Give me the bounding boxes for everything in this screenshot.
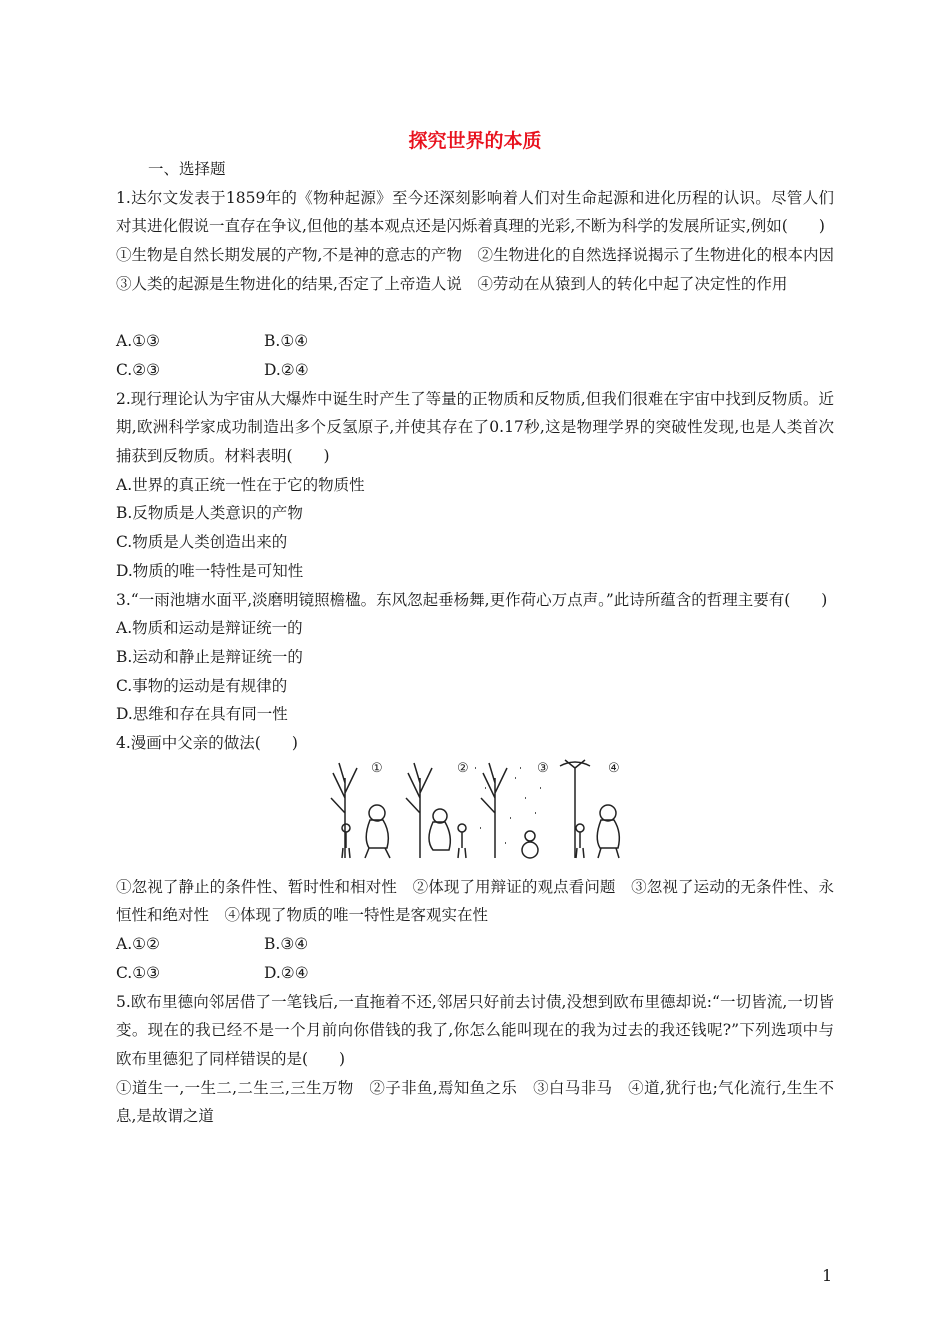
- q5-stem: 5.欧布里德向邻居借了一笔钱后,一直拖着不还,邻居只好前去讨债,没想到欧布里德却说:“一切皆流,一切皆变。现在的我已经不是一个月前向你借钱的我了,你怎么能叫现在的我为过去的我还钱呢?”下列选项中与欧布里德犯了同样错误的是( ): [116, 992, 834, 1068]
- q5-statements: ①道生一,一生二,二生三,三生万物 ②子非鱼,焉知鱼之乐 ③白马非马 ④道,犹行也;气化流行,生生不息,是故谓之道: [116, 1078, 834, 1126]
- panel-2-label: ②: [457, 760, 469, 776]
- q2-option-d: D.物质的唯一特性是可知性: [116, 561, 304, 580]
- q3-stem: 3.“一雨池塘水面平,淡磨明镜照檐楹。东风忽起垂杨舞,更作荷心万点声。”此诗所蕴含的哲理主要有( ): [116, 590, 828, 609]
- panel-3-label: ③: [537, 760, 549, 776]
- q3-option-b: B.运动和静止是辩证统一的: [116, 647, 303, 666]
- q4-option-d: D.②④: [264, 963, 309, 982]
- document-body: [116, 155, 850, 1131]
- q1-stem: 1.达尔文发表于1859年的《物种起源》至今还深刻影响着人们对生命起源和进化历程的认识。尽管人们对其进化假说一直存在争议,但他的基本观点还是闪烁着真理的光彩,不断为科学的发展所证实,例如( ): [116, 188, 834, 236]
- panel-3: [475, 761, 549, 858]
- q2-option-b: B.反物质是人类意识的产物: [116, 504, 303, 523]
- section-heading: 一、选择题: [148, 160, 226, 178]
- q4-option-b: B.③④: [264, 935, 309, 954]
- q3-option-d: D.思维和存在具有同一性: [116, 705, 288, 724]
- q1-option-a: A.①③: [116, 332, 160, 351]
- panel-4-label: ④: [608, 760, 620, 776]
- q2-option-a: A.世界的真正统一性在于它的物质性: [116, 475, 365, 494]
- q1-option-c: C.②③: [116, 360, 161, 379]
- page-number: 1: [822, 1266, 833, 1285]
- q2-stem: 2.现行理论认为宇宙从大爆炸中诞生时产生了等量的正物质和反物质,但我们很难在宇宙中找到反物质。近期,欧洲科学家成功制造出多个反氢原子,并使其存在了0.17秒,这是物理学界的突破性发现,也是人类首次捕获到反物质。材料表明( ): [116, 389, 834, 466]
- q4-stem: 4.漫画中父亲的做法( ): [116, 734, 298, 753]
- panel-4: [560, 760, 620, 858]
- q4-cartoon: [116, 758, 834, 873]
- panel-2: [406, 761, 469, 858]
- panel-1: [331, 761, 390, 858]
- q3-option-a: A.物质和运动是辩证统一的: [116, 619, 303, 638]
- q3-option-c: C.事物的运动是有规律的: [116, 676, 288, 695]
- panel-1-label: ①: [371, 760, 383, 776]
- q4-option-c: C.①③: [116, 963, 161, 982]
- q2-option-c: C.物质是人类创造出来的: [116, 533, 288, 552]
- q1-option-d: D.②④: [264, 360, 309, 379]
- q4-option-a: A.①②: [116, 935, 160, 954]
- cartoon-illustration: [325, 758, 635, 863]
- q1-statements: ①生物是自然长期发展的产物,不是神的意志的产物 ②生物进化的自然选择说揭示了生物进化的根本内因 ③人类的起源是生物进化的结果,否定了上帝造人说 ④劳动在从猿到人的转化中起了决定性的作用: [116, 246, 850, 293]
- q4-statements: ①忽视了静止的条件性、暂时性和相对性 ②体现了用辩证的观点看问题 ③忽视了运动的无条件性、永恒性和绝对性 ④体现了物质的唯一特性是客观实在性: [116, 877, 834, 925]
- page-title: 探究世界的本质: [408, 130, 542, 152]
- q1-option-b: B.①④: [264, 332, 309, 351]
